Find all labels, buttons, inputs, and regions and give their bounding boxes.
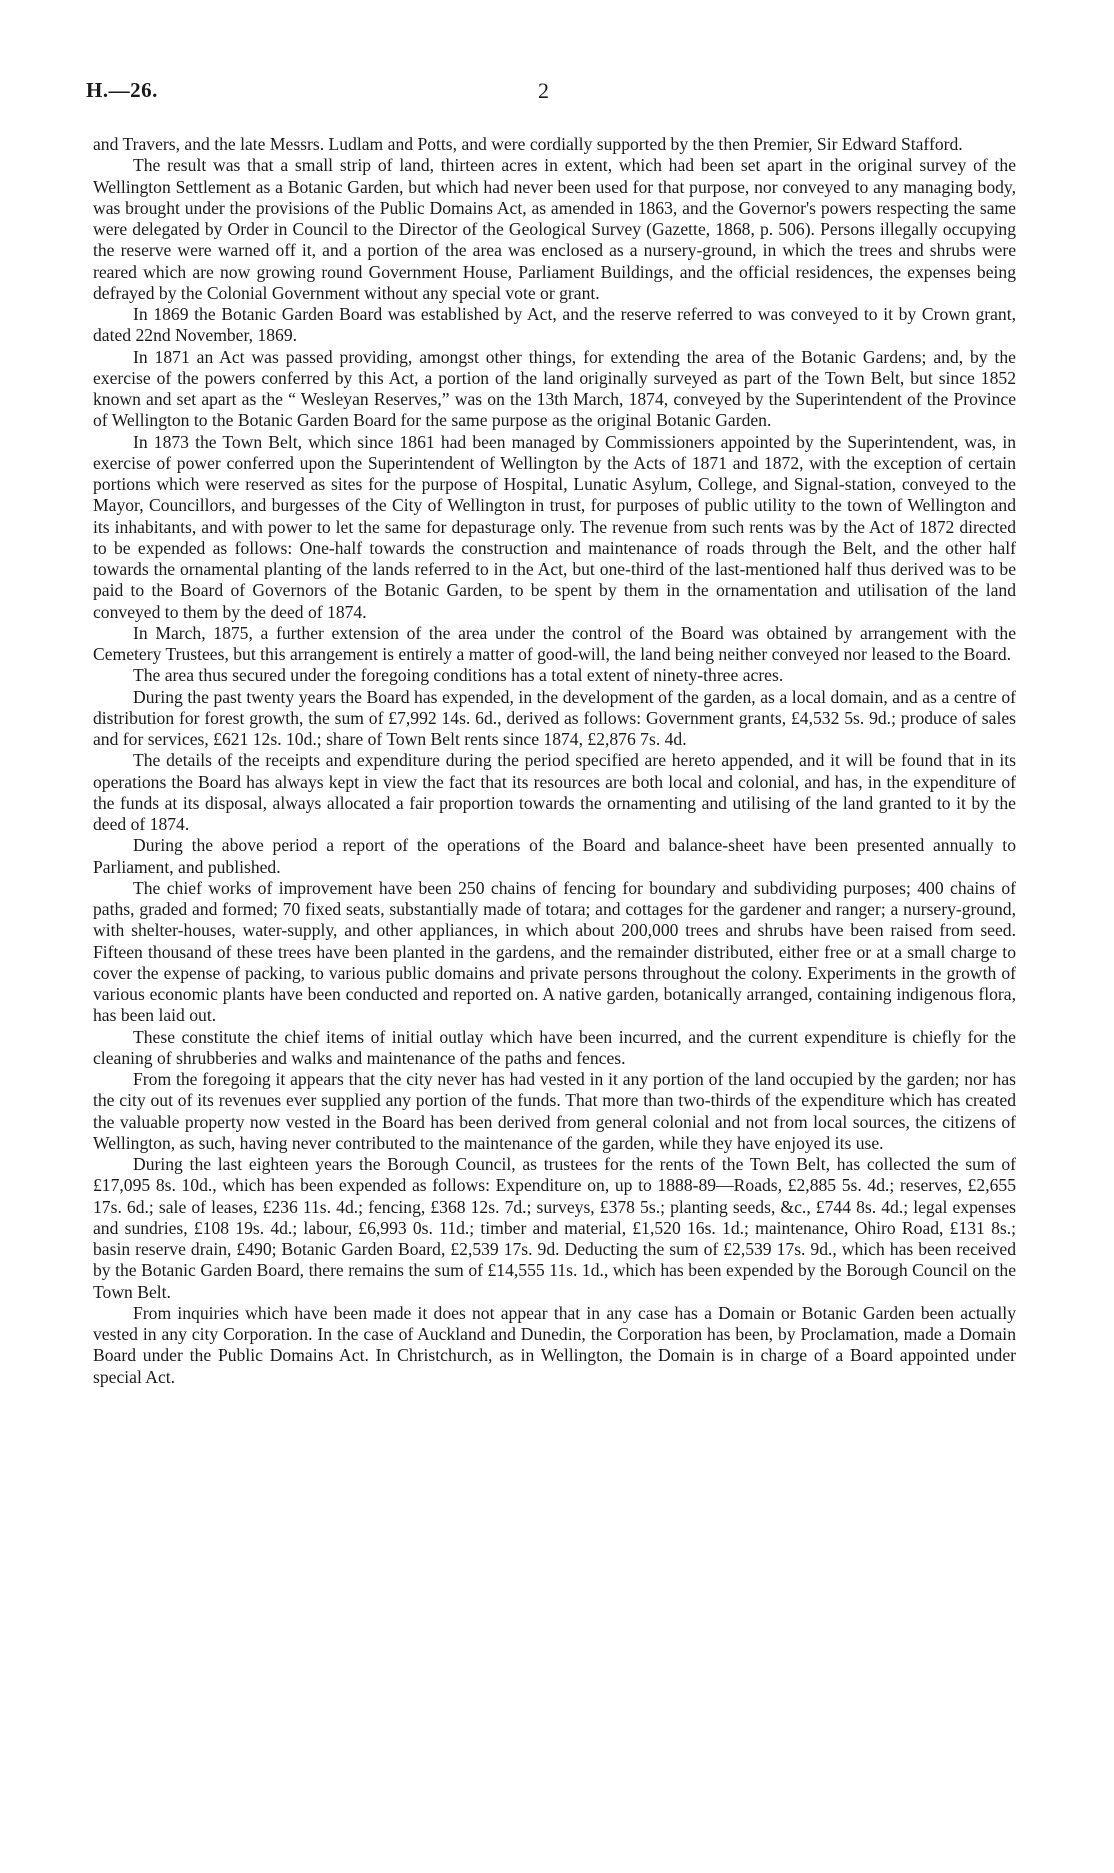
body-text — [93, 134, 1016, 1388]
paragraph-borough-council: During the last eighteen years the Borough Council, as trustees for the rents of the Town Belt, has collected the sum of £17,095 8s. 10d., which has been expended as follows: Expenditure on, up to 1888-89—Roads, £2,885 5s. 4d.; reserves, £2,655 17s. 6d.; sale of leases, £236 11s. 4d.; fencing, £368 12s. 7d.; surveys, £378 5s.; planting seeds, &c., £744 8s. 4d.; legal expenses and sundries, £108 19s. 4d.; labour, £6,993 0s. 11d.; timber and material, £1,520 16s. 1d.; maintenance, Ohiro Road, £131 8s.; basin reserve drain, £490; Botanic Garden Board, £2,539 17s. 9d. Deducting the sum of £2,539 17s. 9d., which has been received by the Botanic Garden Board, there remains the sum of £14,555 11s. 1d., which has been expended by the Borough Council on the Town Belt. — [93, 1154, 1016, 1302]
paragraph-city-not-vested: From the foregoing it appears that the city never has had vested in it any portion of the land occupied by the garden; nor has the city out of its revenues ever supplied any portion of the funds. That more than two-thirds of the expenditure which has created the valuable property now vested in the Board has been derived from general colonial and not from local sources, the citizens of Wellington, as such, having never contributed to the maintenance of the garden, while they have enjoyed its use. — [93, 1069, 1016, 1153]
paragraph-botanic-garden-origin: The result was that a small strip of land, thirteen acres in extent, which had been set apart in the original survey of the Wellington Settlement as a Botanic Garden, but which had never been used for that purpose, nor conveyed to any managing body, was brought under the provisions of the Public Domains Act, as amended in 1863, and the Governor's powers respecting the same were delegated by Order in Council to the Director of the Geological Survey (Gazette, 1868, p. 506). Persons illegally occupying the reserve were warned off it, and a portion of the area was enclosed as a nursery-ground, in which the trees and shrubs were reared which are now growing round Government House, Parliament Buildings, and the official residences, the expenses being defrayed by the Colonial Government without any special vote or grant. — [93, 155, 1016, 303]
paragraph-annual-reports: During the above period a report of the operations of the Board and balance-sheet have been presented annually to Parliament, and published. — [93, 835, 1016, 877]
paragraph-town-belt: In 1873 the Town Belt, which since 1861 had been managed by Commissioners appointed by the Superintendent, was, in exercise of power conferred upon the Superintendent of Wellington by the Acts of 1871 and 1872, with the exception of certain portions which were reserved as sites for the purpose of Hospital, Lunatic Asylum, College, and Signal-station, conveyed to the Mayor, Councillors, and burgesses of the City of Wellington in trust, for purposes of public utility to the town of Wellington and its inhabitants, and with power to let the same for depasturage only. The revenue from such rents was by the Act of 1872 directed to be expended as follows: One-half towards the construction and maintenance of roads through the Belt, and the other half towards the ornamental planting of the lands referred to in the Act, but one-third of the last-mentioned half thus derived was to be paid to the Board of Governors of the Botanic Garden, to be spent by them in the ornamentation and utilisation of the land conveyed to them by the deed of 1874. — [93, 431, 1016, 622]
paragraph-1871-act: In 1871 an Act was passed providing, amongst other things, for extending the area of the Botanic Gardens; and, by the exercise of the powers conferred by this Act, a portion of the land originally surveyed as part of the Town Belt, but since 1852 known and set apart as the “ Wesleyan Reserves,” was on the 13th March, 1874, conveyed by the Superintendent of the Province of Wellington to the Botanic Garden Board for the same purpose as the original Botanic Garden. — [93, 346, 1016, 431]
page-number: 2 — [538, 78, 549, 103]
paragraph-initial-outlay: These constitute the chief items of initial outlay which have been incurred, and the current expenditure is chiefly for the cleaning of shrubberies and walks and maintenance of the paths and fences. — [93, 1026, 1016, 1068]
paragraph-continuation: and Travers, and the late Messrs. Ludlam and Potts, and were cordially supported by the then Premier, Sir Edward Stafford. — [93, 134, 963, 154]
running-head — [86, 78, 1030, 108]
paragraph-total-area: The area thus secured under the foregoing conditions has a total extent of ninety-three acres. — [133, 665, 784, 686]
paragraph-receipts-details: The details of the receipts and expenditure during the period specified are hereto appended, and it will be found that in its operations the Board has always kept in view the fact that its resources are both local and colonial, and has, in the expenditure of the funds at its disposal, always allocated a fair proportion towards the ornamenting and utilising of the land granted to it by the deed of 1874. — [93, 750, 1016, 834]
paragraph-other-cities: From inquiries which have been made it does not appear that in any case has a Domain or Botanic Garden been actually vested in any city Corporation. In the case of Auckland and Dunedin, the Corporation has been, by Proclamation, made a Domain Board under the Public Domains Act. In Christchurch, as in Wellington, the Domain is in charge of a Board appointed under special Act. — [93, 1302, 1016, 1387]
paragraph-chief-works: The chief works of improvement have been 250 chains of fencing for boundary and subdividing purposes; 400 chains of paths, graded and formed; 70 fixed seats, substantially made of totara; and cottages for the gardener and ranger; a nursery-ground, with shelter-houses, water-supply, and other appliances, in which about 200,000 trees and shrubs have been raised from seed. Fifteen thousand of these trees have been planted in the gardens, and the remainder distributed, either free or at a small charge to cover the expense of packing, to various public domains and private persons throughout the colony. Experiments in the growth of various economic plants have been conducted and reported on. A native garden, botanically arranged, containing indigenous flora, has been laid out. — [93, 877, 1016, 1026]
paragraph-cemetery-extension: In March, 1875, a further extension of the area under the control of the Board was obtained by arrangement with the Cemetery Trustees, but this arrangement is entirely a matter of good-will, the land being neither conveyed nor leased to the Board. — [93, 622, 1016, 664]
document-reference: H.—26. — [86, 78, 158, 102]
paragraph-board-established: In 1869 the Botanic Garden Board was established by Act, and the reserve referred to was conveyed to it by Crown grant, dated 22nd November, 1869. — [93, 304, 1016, 346]
paragraph-expenditure-summary: During the past twenty years the Board has expended, in the development of the garden, as a local domain, and as a centre of distribution for forest growth, the sum of £7,992 14s. 6d., derived as follows: Government grants, £4,532 5s. 9d.; produce of sales and for services, £621 12s. 10d.; share of Town Belt rents since 1874, £2,876 7s. 4d. — [93, 686, 1016, 749]
